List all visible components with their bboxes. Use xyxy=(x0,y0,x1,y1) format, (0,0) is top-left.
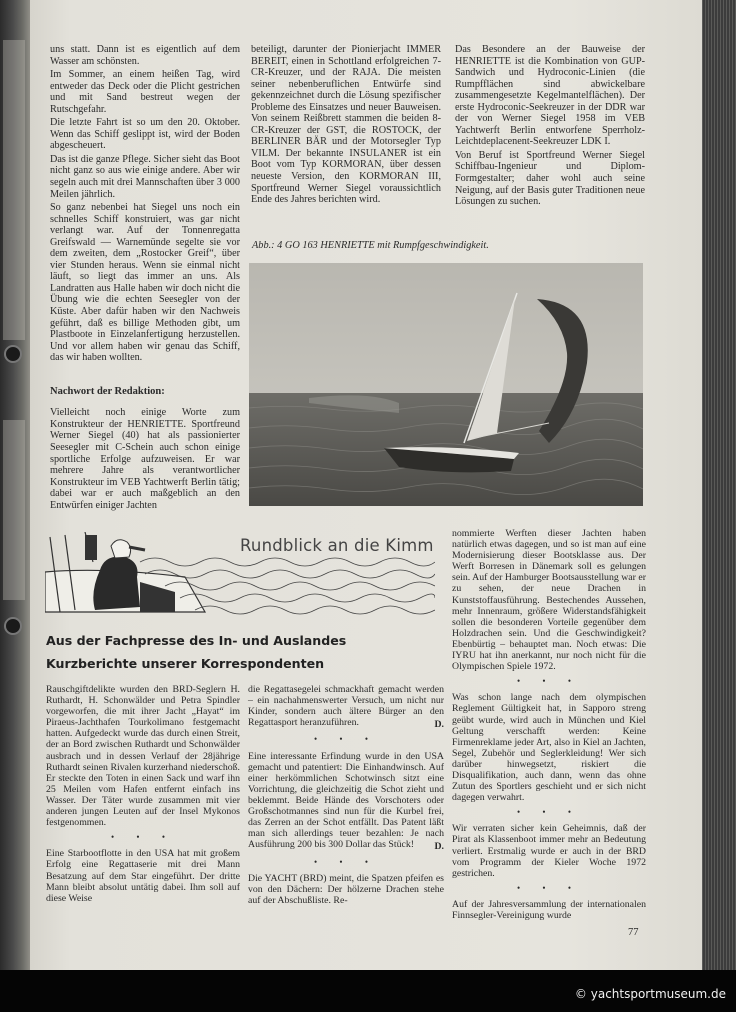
afterword-heading: Nachwort der Redaktion: xyxy=(50,385,165,397)
news-item: Eine interessante Erfindung wurde in den USA gemacht und patentiert: Die Einhandwinsch. Auf einer herkömmlichen Schotwinsch sitzt eine Vorrichtung, die gleichzeitig die Schot zieht und beklemmt. Beide Hände des Vorschoters oder Großschotmannes sind nun für die Kurbel frei, das Zerren an der Schot entfällt. Das Patent läßt man sich allerdings teuer bezahlen: Je nach Ausführung 200 bis 300 Dollar das Stück! xyxy=(248,750,444,851)
page-stack-edge xyxy=(700,0,736,972)
copyright-watermark: © yachtsportmuseum.de xyxy=(574,987,726,1001)
binding-strip xyxy=(3,420,25,600)
news-column-3 xyxy=(452,528,646,923)
article-column-3 xyxy=(455,44,645,210)
news-column-1 xyxy=(46,684,240,906)
author-signature: D. xyxy=(434,841,444,853)
author-signature: D. xyxy=(434,719,444,731)
news-item: Rauschgiftdelikte wurden den BRD-Seglern H. Ruthardt, H. Schonwälder und Petra Spindler vorgeworfen, die mit ihrer Jacht „Hayat“ im Piraeus-Jachthafen Tourkolimano festgemacht hatten. Aufgedeckt wurde das durch einen Streit, der an Bord zwischen Ruthardt und Schonwälder ausbrach und in dessen Verlauf der 28jährige Ruthardt seinen Rivalen kurzerhand niederschoß. Er steckte den Toten in einen Sack und warf ihn 25 Meilen vom Hafen entfernt einfach ins Wasser. Der Täter wurde zusammen mit vier anderen jungen Leuten auf der Insel Mykonos festgenommen. xyxy=(46,684,240,829)
separator-dots: • • • xyxy=(314,734,378,745)
separator-dots: • • • xyxy=(517,807,581,818)
photo-caption: Abb.: 4 GO 163 HENRIETTE mit Rumpfgeschwindigkeit. xyxy=(252,240,489,251)
separator-dots: • • • xyxy=(314,856,378,867)
punch-hole-icon xyxy=(4,617,22,635)
punch-hole-icon xyxy=(4,345,22,363)
paragraph: uns statt. Dann ist es eigentlich auf dem Wasser am schönsten. xyxy=(50,44,240,67)
page-number: 77 xyxy=(628,927,639,938)
news-item: die Regattasegelei schmackhaft gemacht werden – ein nachahmenswerter Versuch, um nicht nur Kinder, sondern auch ältere Bürger an den Regattasport heranzuführen. xyxy=(248,684,444,729)
paragraph: Im Sommer, an einem heißen Tag, wird entweder das Deck oder die Plicht gestrichen und mit Sand bestreut wegen der Rutschgefahr. xyxy=(50,69,240,115)
article-column-2 xyxy=(251,44,441,208)
news-item: Was schon lange nach dem olympischen Reglement Gültigkeit hat, in Sapporo streng geübt wurde, wird auch in München und Kiel Geltung verschafft werden: Keine Firmenreklame jeder Art, also in Kiel an Jachten, Segel, Zubehör und Seglerkleidung! Wer sich darüber hinwegsetzt, riskiert die Disqualifikation, auch dann, wenn das ohne Zutun des Sportlers geschieht und er sich nicht dagegen verwahrt. xyxy=(452,692,646,804)
section-banner-title: Rundblick an die Kimm xyxy=(240,536,434,555)
paragraph: So ganz nebenbei hat Siegel uns noch ein schnelles Schiff konstruiert, was gar nicht verlangt war. Auf der Tonnenregatta Greifswald — Warnemünde segelte sie vor dem zweiten, dem „Rostocker Greif“, über vier Stunden heraus. Wenn sie einmal nicht läuft, so liegt das immer an uns. Als Landratten aus Halle haben wir doch nicht die Übung wie die echten Seesegler von der Küste. Aber dafür haben wir den Nachweis geführt, daß es billige Methoden gibt, um Plastboote in Einzelanfertigung herzustellen. Und vor allem haben wir genau das Schiff, das wir haben wollten. xyxy=(50,202,240,364)
paragraph: Das ist die ganze Pflege. Sicher sieht das Boot nicht ganz so aus wie einige andere. Aber wir segeln auch mit drei Mannschaften über 3 000 Meilen jährlich. xyxy=(50,153,240,200)
news-item: Wir verraten sicher kein Geheimnis, daß der Pirat als Klassenboot immer mehr an Bedeutung verliert. Erstmalig wurde er auch in der BRD vom Programm der Kieler Woche 1972 gestrichen. xyxy=(452,823,646,879)
section-subheading: Kurzberichte unserer Korrespondenten xyxy=(46,656,325,671)
news-item: nommierte Werften dieser Jachten haben natürlich etwas dagegen, und so ist man auf eine Modernisierung dieser Bootsklasse aus. Der Werft Borresen in Dänemark soll es gelungen sein. Auf der Hamburger Bootsausstellung war er zu sehen, der neue Drachen in Kunststoffausführung. Bestechendes Aussehen, mehr Innenraum, größere Widerstandsfähigkeit sollen die besonderen Vorteile gegenüber dem Holzdrachen sein. Und die Geschwindigkeit? Ebenbürtig – behauptet man. Noch etwas: Die IYRU hat ihn anerkannt, nur noch nicht für die Olympischen Spiele 1972. xyxy=(452,528,646,673)
sailboat-photo xyxy=(249,263,643,506)
paragraph: beteiligt, darunter der Pionierjacht IMMER BEREIT, einen in Schottland erfolgreichen 7-CR-Kreuzer, und der RAJA. Die meisten seiner nebenberuflichen Entwürfe sind gekennzeichnet durch die Lösung spezifischer Probleme des Einsatzes und neuer Bauweisen. Von seinem Reißbrett stammen die beiden 8-CR-Kreuzer der GST, die ROSTOCK, der BERLINER BÄR und der Motorsegler Typ VILM. Der bekannte INSULANER ist ein Boot vom Typ KORMORAN, über dessen neueste Version, den KORMORAN III, Sportfreund Werner Siegel voraussichtlich Ende des Jahres berichten wird. xyxy=(251,44,441,206)
paragraph: Das Besondere an der Bauweise der HENRIETTE ist die Kombination von GUP-Sandwich und Hydroconic-Linien (die Rumpfflächen sind abwickelbare zusammengesetzte Kegelmantelflächen). Der erste Hydroconic-Seekreuzer in der DDR war der von Werner Siegel 1958 im VEB Yachtwerft Berlin entworfene Sperrholz-Leichtdeplacenent-Seekreuzer LDK I. xyxy=(455,44,645,148)
book-binding xyxy=(0,0,32,972)
news-item: Eine Starbootflotte in den USA hat mit großem Erfolg eine Regattaserie mit drei Mann Besatzung auf dem Star eingeführt. Der dritte Mann bleibt absolut untätig dabei. Ihm soll auf diese Weise xyxy=(46,848,240,904)
paragraph: Die letzte Fahrt ist so um den 20. Oktober. Wenn das Schiff geslippt ist, wird der Boden abgescheuert. xyxy=(50,117,240,152)
binding-strip xyxy=(3,40,25,340)
separator-dots: • • • xyxy=(517,676,581,687)
paragraph: Von Beruf ist Sportfreund Werner Siegel Schiffbau-Ingenieur und Diplom-Formgestalter; daher wohl auch seine Neigung, auf der Basis guter Traditionen neue Lösungen zu suchen. xyxy=(455,149,645,208)
news-column-2 xyxy=(248,684,444,908)
paragraph: Vielleicht noch einige Worte zum Konstrukteur der HENRIETTE. Sportfreund Werner Siegel (40) hat als passionierter Seesegler mit C-Schein auch schon einige sportliche Erfolge aufzuweisen. Er war mehrere Jahre als verantwortlicher Konstrukteur im VEB Yachtwerft Berlin tätig; dabei war er auch maßgeblich an den Entwürfen einiger Jachten xyxy=(50,407,240,511)
article-column-1 xyxy=(50,44,240,513)
news-item: Die YACHT (BRD) meint, die Spatzen pfeifen es von den Dächern: Der hölzerne Drachen stehe auf der Abschußliste. Re- xyxy=(248,872,444,906)
news-item: Auf der Jahresversammlung der internationalen Finnsegler-Vereinigung wurde xyxy=(452,898,646,921)
separator-dots: • • • xyxy=(517,882,581,893)
section-heading: Aus der Fachpresse des In- und Auslandes xyxy=(46,633,347,648)
separator-dots: • • • xyxy=(111,832,175,843)
